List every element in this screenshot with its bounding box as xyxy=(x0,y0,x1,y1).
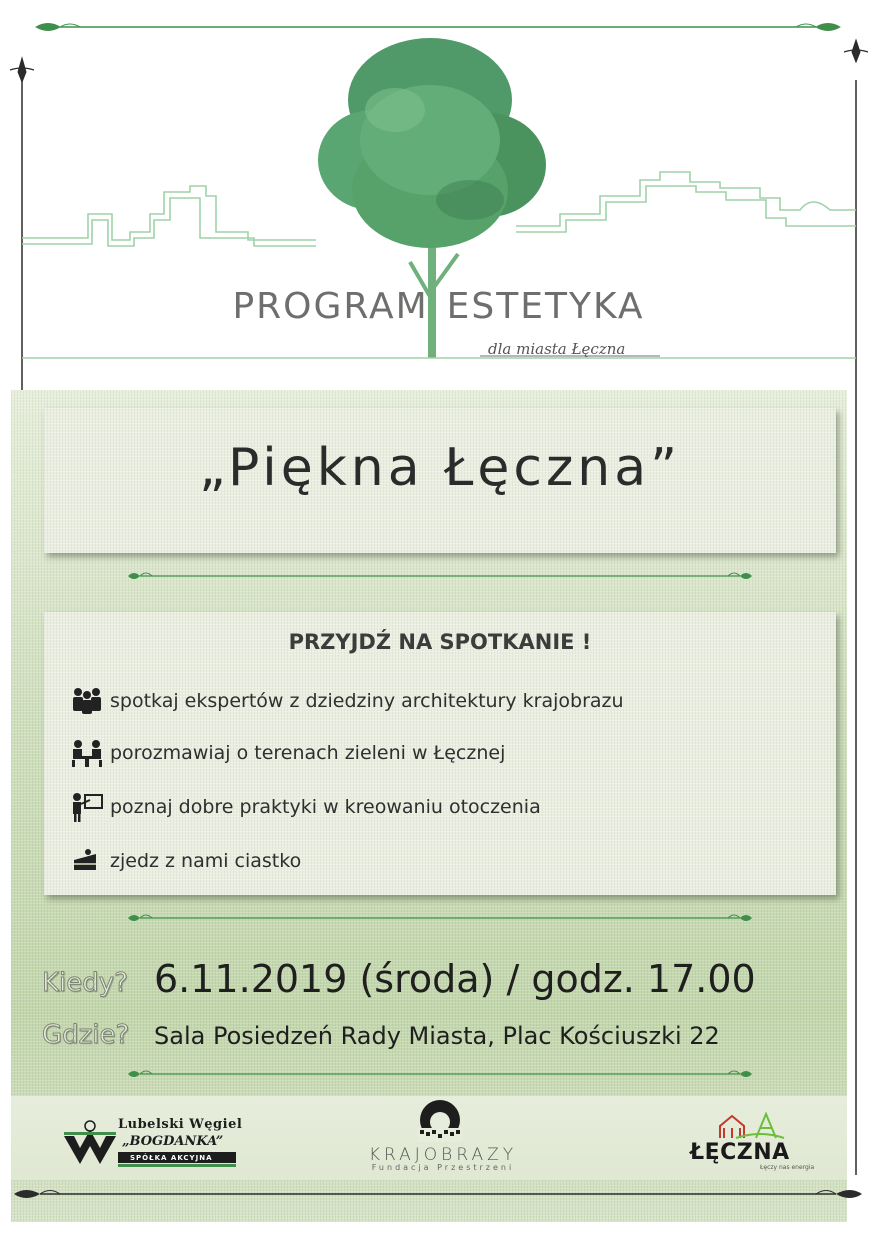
info-heading: PRZYJDŹ NA SPOTKANIE ! xyxy=(288,630,592,654)
info-item xyxy=(70,738,505,768)
program-subtitle: dla miasta Łęczna xyxy=(488,340,626,358)
top-ornament xyxy=(36,24,840,31)
bogdanka-green-bar xyxy=(118,1164,236,1167)
krajobrazy-subtitle: Fundacja Przestrzeni xyxy=(371,1163,515,1172)
krajobrazy-logo-mark xyxy=(412,1098,468,1144)
leczna-slogan: Łęczy nas energia xyxy=(760,1164,815,1171)
info-item-text: poznaj dobre praktyki w kreowaniu otoczenia xyxy=(110,796,541,818)
bogdanka-line2: „BOGDANKA” xyxy=(122,1134,224,1149)
when-label: Kiedy? xyxy=(42,968,128,998)
bogdanka-line3: SPÓŁKA AKCYJNA xyxy=(130,1154,213,1162)
krajobrazy-name: KRAJOBRAZY xyxy=(368,1145,518,1165)
info-item-text: zjedz z nami ciastko xyxy=(110,850,302,872)
leczna-name: ŁĘCZNA xyxy=(690,1140,790,1165)
event-title: „Piękna Łęczna” xyxy=(198,438,682,498)
info-item-text: porozmawiaj o terenach zieleni w Łęcznej xyxy=(110,742,506,764)
program-word: PROGRAM xyxy=(232,286,429,327)
leczna-logo-mark xyxy=(716,1110,786,1140)
bottom-ornament xyxy=(0,1180,877,1210)
people-meeting-icon xyxy=(70,686,104,716)
divider-ornament-1 xyxy=(126,566,754,586)
conversation-table-icon xyxy=(70,738,104,768)
bogdanka-line1: Lubelski Węgiel xyxy=(118,1117,243,1132)
info-item-text: spotkaj ekspertów z dziedziny architektury krajobrazu xyxy=(110,690,624,712)
info-item xyxy=(70,792,541,822)
estetyka-word: ESTETYKA xyxy=(446,286,645,327)
presentation-board-icon xyxy=(70,792,104,822)
info-item xyxy=(70,686,624,716)
info-item xyxy=(70,846,301,876)
program-title xyxy=(0,286,877,327)
divider-ornament-2 xyxy=(126,908,754,928)
cake-slice-icon xyxy=(70,846,104,876)
when-value: 6.11.2019 (środa) / godz. 17.00 xyxy=(154,957,756,1001)
divider-ornament-3 xyxy=(126,1064,754,1084)
bogdanka-logo-mark xyxy=(60,1118,120,1168)
where-label: Gdzie? xyxy=(42,1020,130,1050)
where-value: Sala Posiedzeń Rady Miasta, Plac Kościuszki 22 xyxy=(154,1022,720,1050)
